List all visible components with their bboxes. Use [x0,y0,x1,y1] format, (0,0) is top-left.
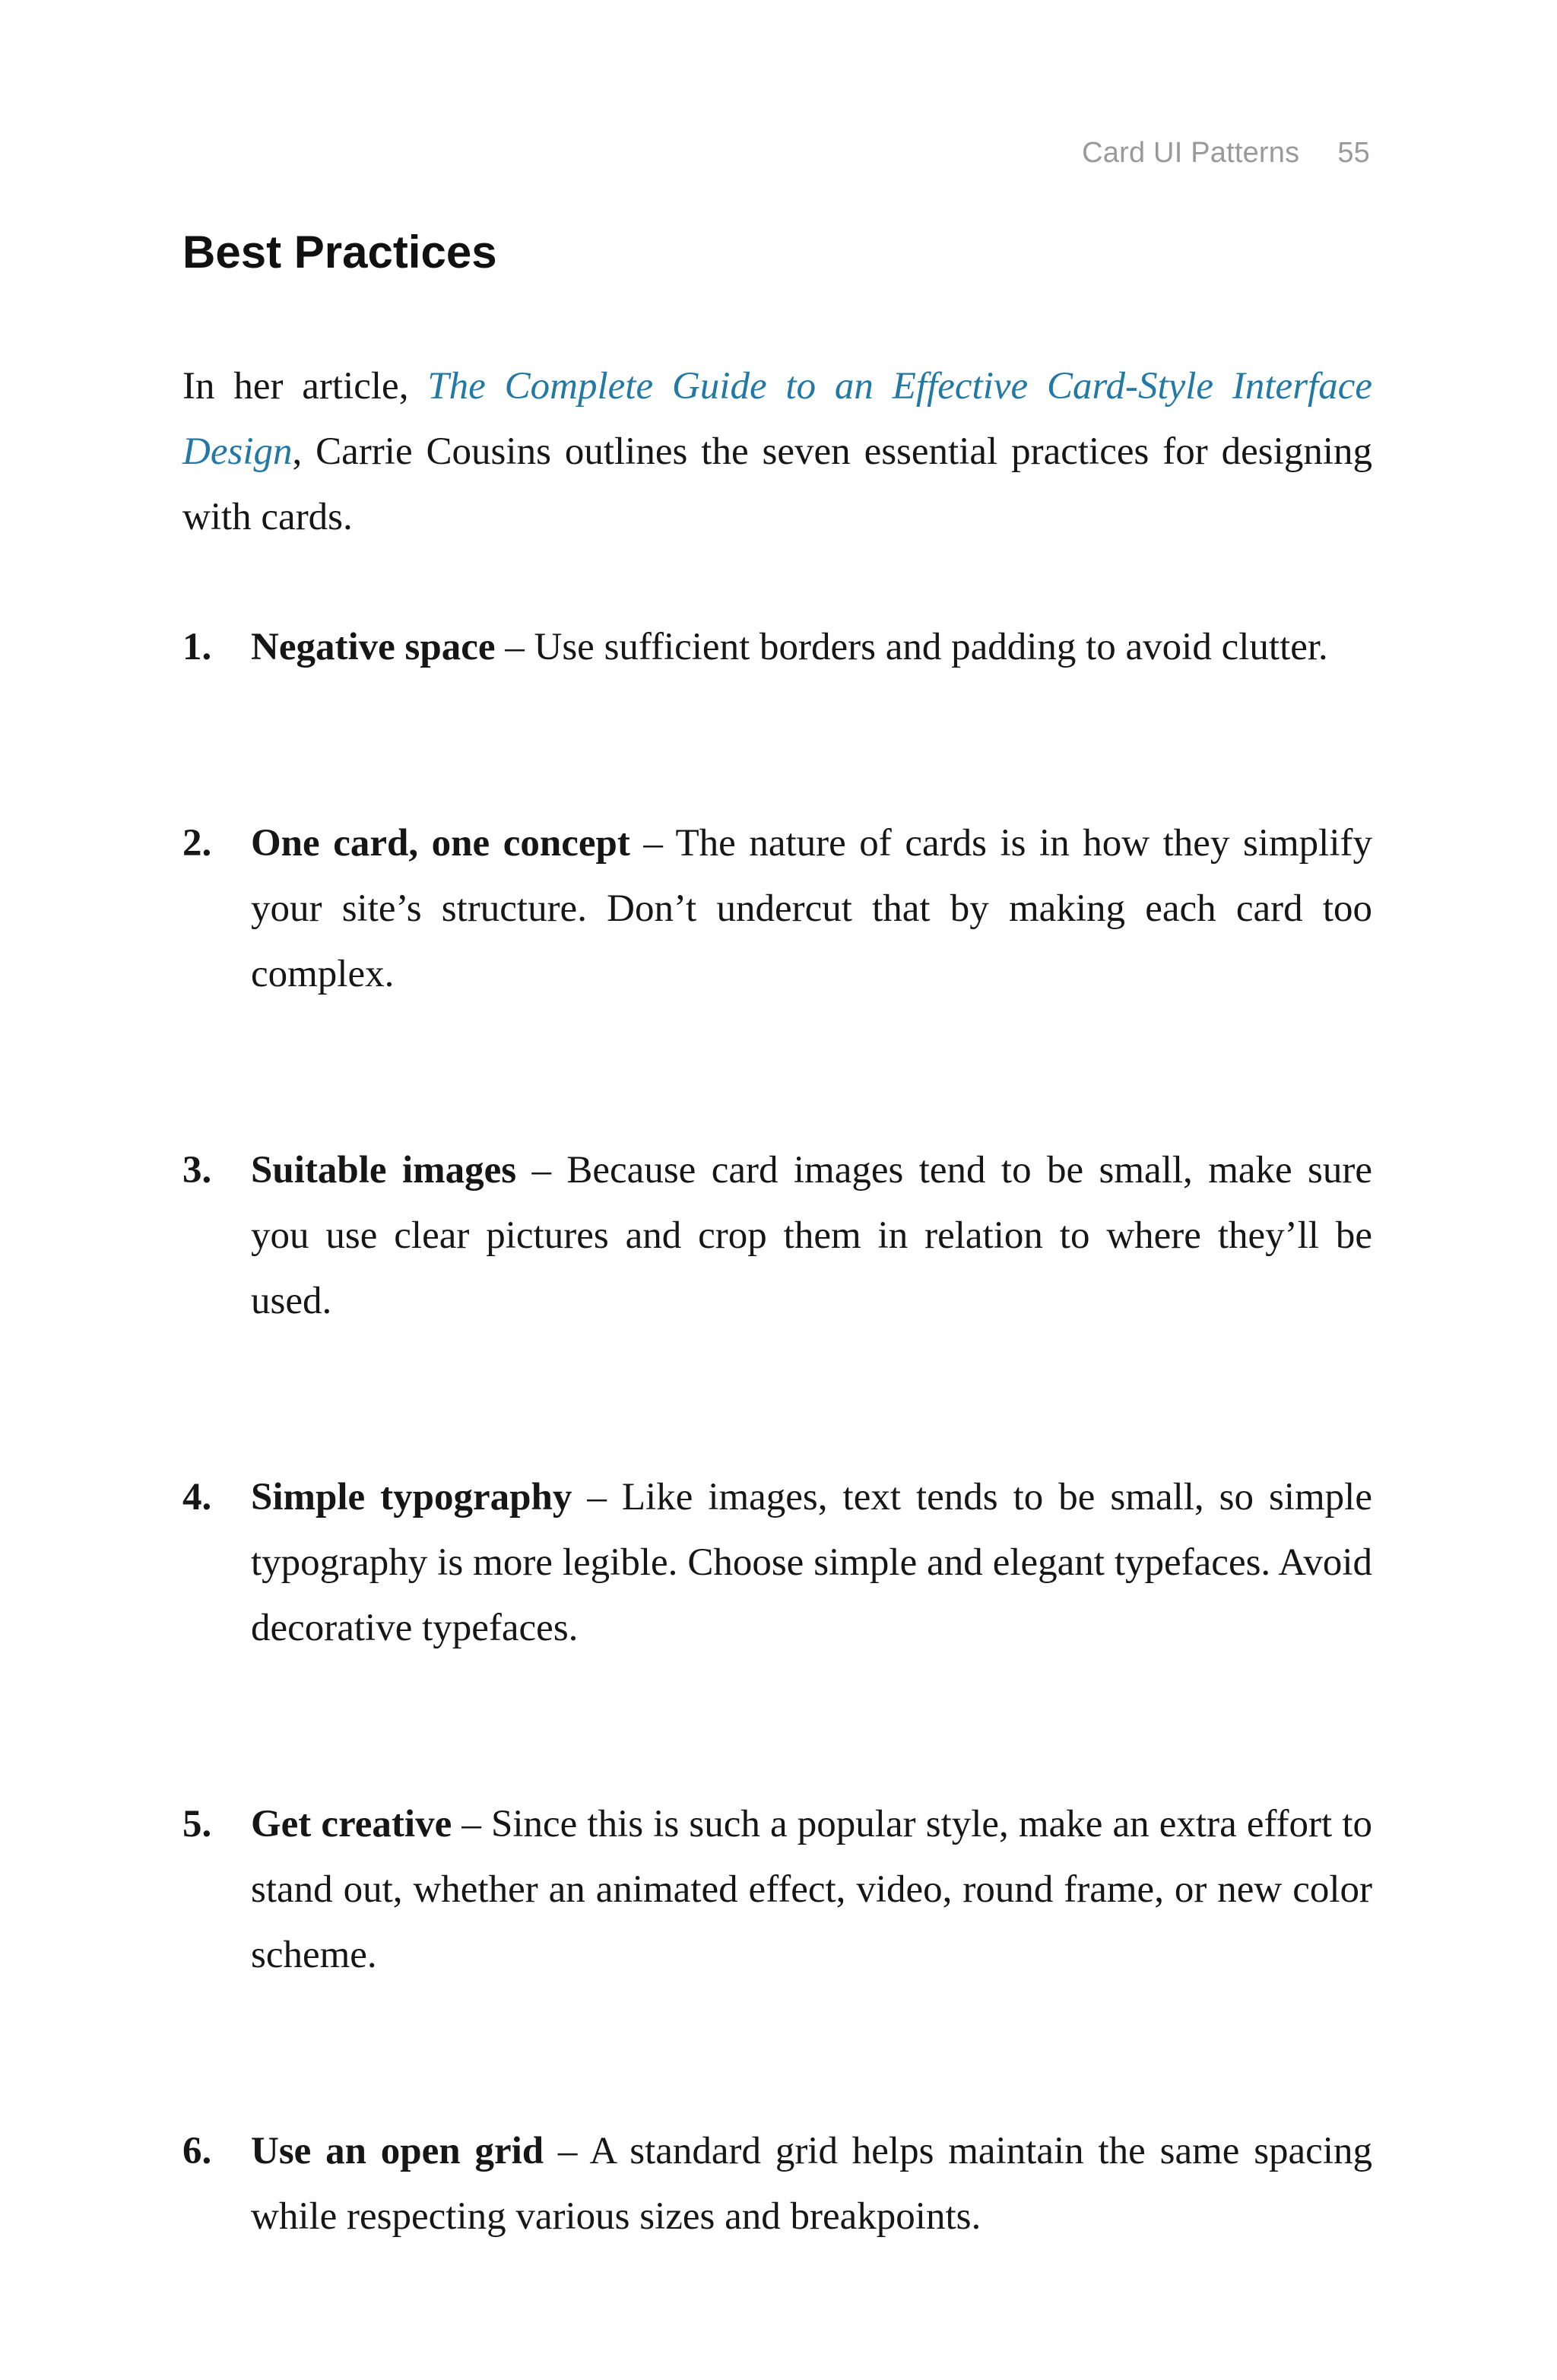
practice-number: 1. [182,626,212,668]
practices-list [182,614,1372,2380]
practice-description: – Use sufficient borders and padding to avoid clutter. [495,626,1328,668]
practice-item [182,2118,1372,2249]
intro-prefix: In her article, [182,365,428,408]
running-head [1082,137,1370,170]
page-number: 55 [1337,137,1370,169]
practice-number: 4. [182,1476,212,1518]
article-link[interactable]: The Complete Guide to an Effective Card-Style Interface Design [182,365,1372,473]
practice-description: – Because card images tend to be small, make sure you use clear pictures and crop them in relation to where they’ll be used. [251,1149,1372,1322]
practice-item [182,811,1372,1007]
practice-number: 6. [182,2130,212,2172]
practice-description: – A standard grid helps maintain the same spacing while respecting various sizes and breakpoints. [251,2130,1372,2238]
intro-paragraph [182,354,1372,550]
practice-number: 2. [182,822,212,865]
practice-term: Simple typography [251,1476,572,1518]
practice-term: Negative space [251,626,496,668]
practice-description: – The nature of cards is in how they simplify your site’s structure. Don’t undercut that by making each card too complex. [251,822,1372,995]
practice-number: 5. [182,1803,212,1845]
practice-item [182,614,1372,680]
section-title: Best Practices [182,227,497,278]
practice-item [182,1138,1372,1334]
practice-item [182,1791,1372,1988]
practice-term: One card, one concept [251,822,630,865]
practice-item [182,1464,1372,1661]
practice-term: Use an open grid [251,2130,544,2172]
practice-term: Suitable images [251,1149,517,1192]
practice-term: Get creative [251,1803,452,1845]
running-head-title: Card UI Patterns [1082,137,1300,169]
practice-description: – Like images, text tends to be small, so simple typography is more legible. Choose simple and elegant typefaces. Avoid decorative typefaces. [251,1476,1372,1649]
practice-description: – Since this is such a popular style, make an extra effort to stand out, whether an animated effect, video, round frame, or new color scheme. [251,1803,1372,1976]
practice-number: 3. [182,1149,212,1192]
intro-suffix: , Carrie Cousins outlines the seven essential practices for designing with cards. [182,430,1372,538]
